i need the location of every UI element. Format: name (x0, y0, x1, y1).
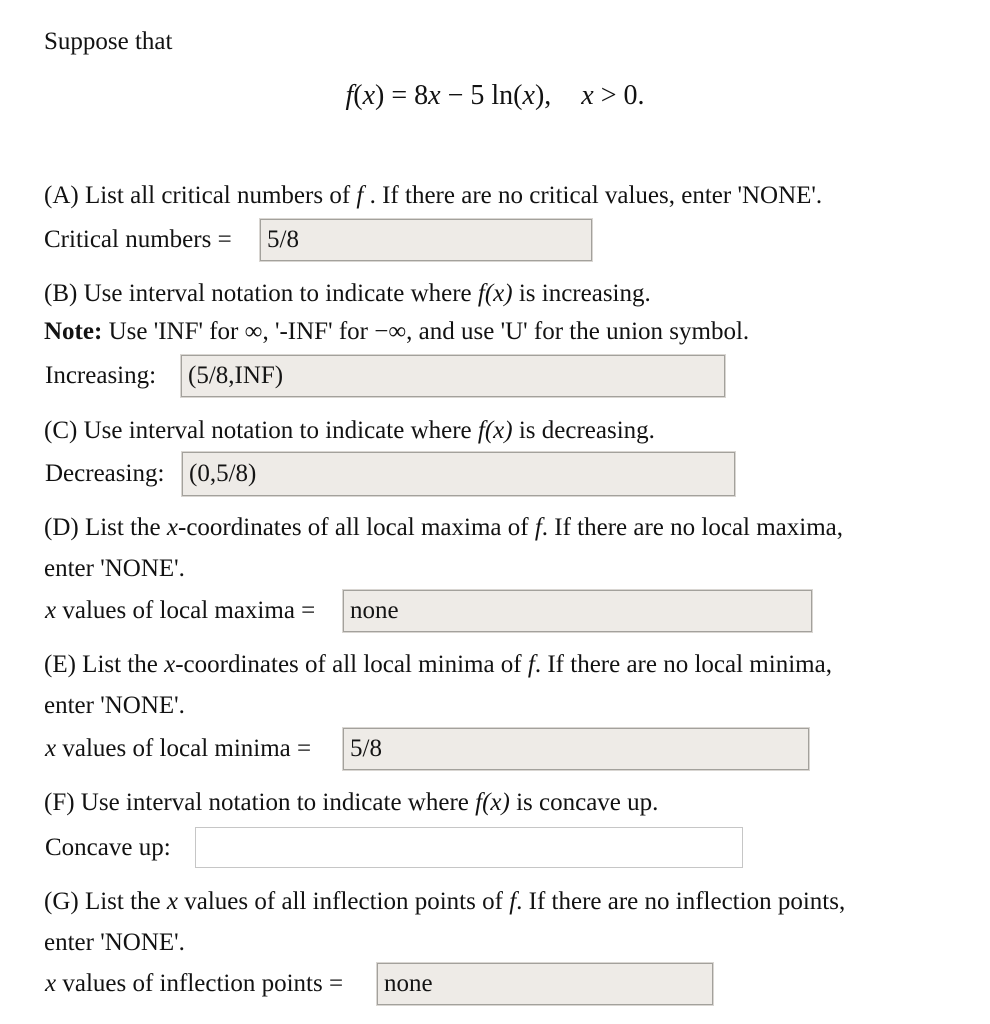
part-c-prompt (44, 417, 655, 445)
part-g-text3: . If there are no inflection points, (516, 888, 846, 915)
increasing-input[interactable] (181, 355, 725, 397)
part-e-text3: . If there are no local minima, (534, 651, 832, 678)
formula-domain: > 0. (593, 80, 645, 111)
part-e-text2: -coordinates of all local minima of (175, 651, 528, 678)
part-e-math-f: f (527, 651, 535, 678)
part-g-text: (G) List the (44, 888, 167, 915)
part-f-math-fx: f(x) (475, 789, 510, 816)
local-minima-label-x: x (45, 735, 57, 762)
part-d-prompt-line1 (44, 514, 843, 542)
part-d-text2: -coordinates of all local maxima of (178, 514, 535, 541)
formula-x3: x (522, 80, 535, 111)
part-a-math-f: f (356, 182, 364, 209)
part-c-text2: is decreasing. (512, 417, 655, 444)
part-a-prompt (44, 182, 822, 210)
part-g-prompt-line2: enter 'NONE'. (44, 929, 185, 956)
part-e-text: (E) List the (44, 651, 165, 678)
part-b-text2: is increasing. (512, 280, 651, 307)
part-b-note (44, 318, 749, 346)
increasing-label: Increasing: (45, 362, 163, 389)
inflection-points-label-text: values of inflection points = (56, 970, 350, 997)
part-c-text: (C) Use interval notation to indicate where (44, 417, 478, 444)
local-maxima-label-x: x (45, 597, 57, 624)
intro-text: Suppose that (44, 28, 173, 55)
formula-close: ), (534, 80, 552, 111)
note-rest: Use 'INF' for ∞, '-INF' for −∞, and use 'U' for the union symbol. (102, 318, 750, 345)
formula-x: x (362, 80, 376, 111)
local-maxima-label (45, 590, 322, 632)
part-g-math-f: f (509, 888, 517, 915)
part-d-text: (D) List the (44, 514, 167, 541)
local-minima-input[interactable] (343, 728, 809, 770)
inflection-points-label (45, 963, 349, 1005)
part-a-text2: . If there are no critical values, enter 'NONE'. (363, 182, 823, 209)
part-d-math-f: f (534, 514, 542, 541)
part-g-text2: values of all inflection points of (178, 888, 510, 915)
formula-paren: ( (353, 80, 363, 111)
part-b-text: (B) Use interval notation to indicate where (44, 280, 478, 307)
part-f-text: (F) Use interval notation to indicate where (44, 789, 476, 816)
part-g-prompt-line1 (44, 888, 845, 916)
formula-x4: x (581, 80, 594, 111)
inflection-points-input[interactable] (377, 963, 713, 1005)
note-bold: Note: (44, 318, 103, 345)
part-e-prompt-line1 (44, 651, 832, 679)
part-f-prompt (44, 789, 658, 817)
formula-eq: ) = 8 (375, 80, 429, 111)
function-formula (0, 80, 990, 112)
local-minima-label (45, 728, 317, 770)
part-d-text3: . If there are no local maxima, (541, 514, 844, 541)
formula-f: f (345, 80, 354, 111)
part-e-math-x: x (164, 651, 176, 678)
decreasing-input[interactable] (182, 452, 735, 496)
part-f-text2: is concave up. (509, 789, 659, 816)
concave-up-input[interactable] (195, 827, 743, 868)
part-d-prompt-line2: enter 'NONE'. (44, 555, 185, 582)
part-g-math-x: x (166, 888, 178, 915)
part-d-math-x: x (166, 514, 178, 541)
concave-up-label: Concave up: (45, 834, 177, 861)
inflection-points-label-x: x (45, 970, 57, 997)
part-a-text: (A) List all critical numbers of (44, 182, 357, 209)
part-b-prompt (44, 280, 651, 308)
local-maxima-input[interactable] (343, 590, 812, 632)
formula-x2: x (428, 80, 441, 111)
part-e-prompt-line2: enter 'NONE'. (44, 692, 185, 719)
decreasing-label: Decreasing: (45, 460, 171, 487)
local-maxima-label-text: values of local maxima = (56, 597, 322, 624)
part-c-math-fx: f(x) (477, 417, 513, 444)
formula-ln: − 5 ln( (440, 80, 523, 111)
part-b-math-fx: f(x) (477, 280, 513, 307)
local-minima-label-text: values of local minima = (56, 735, 318, 762)
critical-numbers-label: Critical numbers = (44, 226, 238, 253)
critical-numbers-input[interactable] (260, 219, 592, 261)
